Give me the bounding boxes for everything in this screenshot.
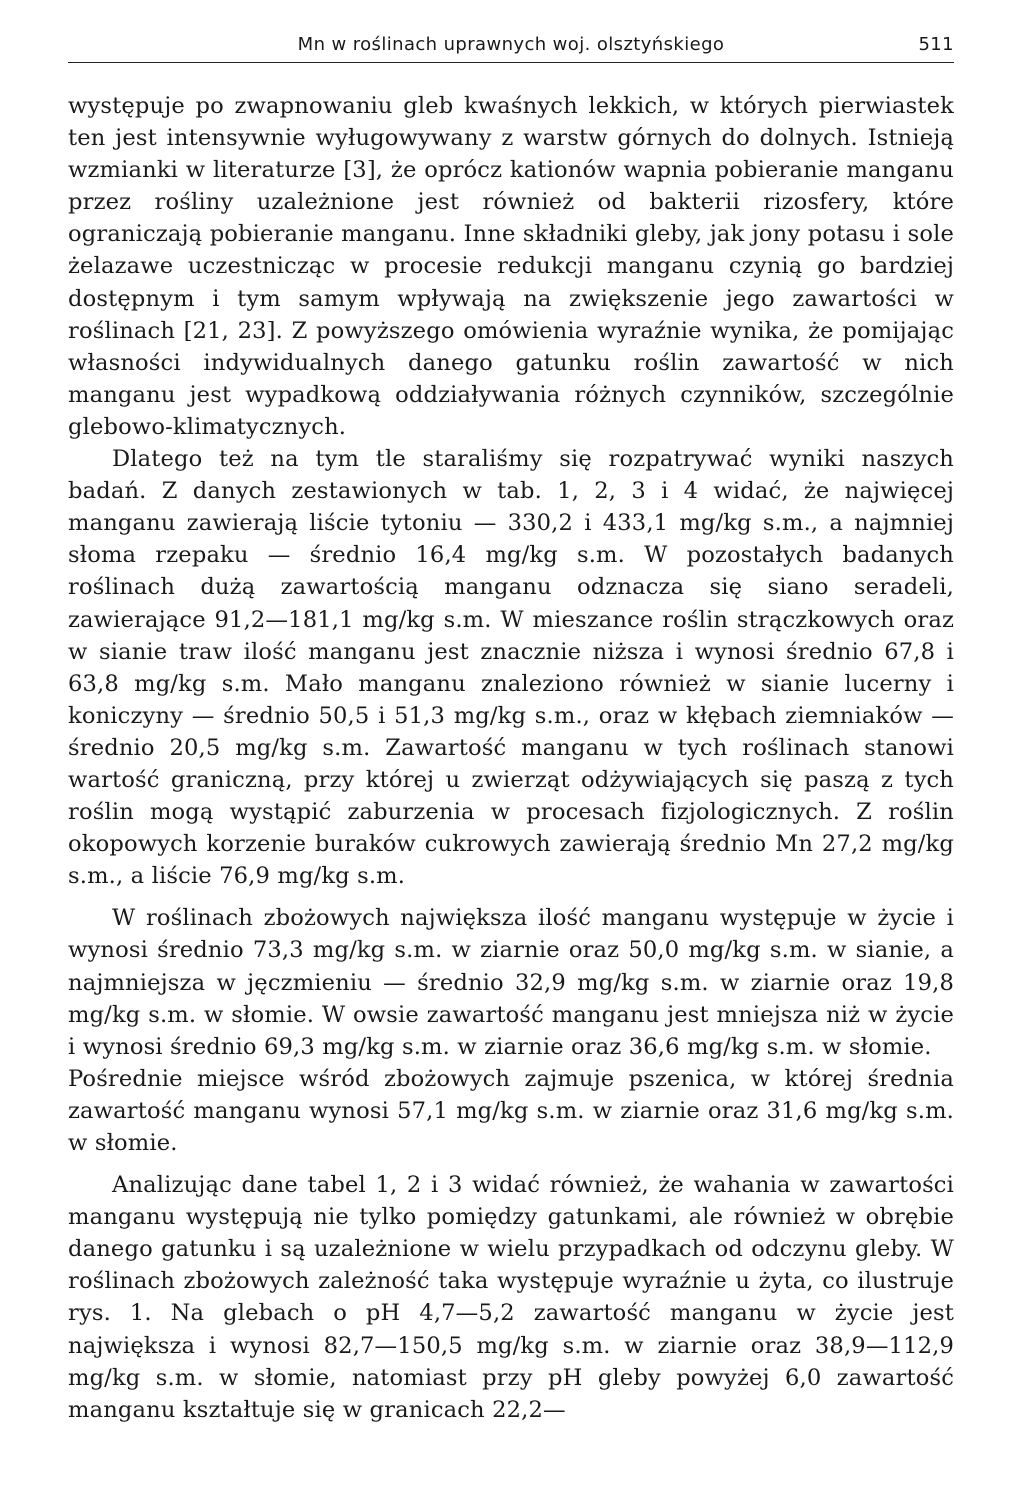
paragraph-soil-reaction: Analizując dane tabel 1, 2 i 3 widać również, że wahania w zawartości manganu występują nie tylko pomiędzy gatunkami, ale również w obrębie danego gatunku i są uzależnione w wielu przypadkach od odczynu gleby. W roślinach zbożowych zależność taka występuje wyraźnie u żyta, co ilustruje rys. 1. Na glebach o pH 4,7—5,2 zawartość manganu w życie jest największa i wynosi 82,7—150,5 mg/kg s.m. w ziarnie oraz 38,9—112,9 mg/kg s.m. w słomie, natomiast przy pH gleby powyżej 6,0 zawartość manganu kształtuje się w granicach 22,2— xyxy=(68,1172,954,1423)
paragraph-wheat: Pośrednie miejsce wśród zbożowych zajmuje pszenica, w której średnia zawartość manganu wynosi 57,1 mg/kg s.m. w ziarnie oraz 31,6 mg/kg s.m. w słomie. xyxy=(68,1065,954,1156)
document-page xyxy=(68,28,954,1426)
running-title: Mn w roślinach uprawnych woj. olsztyńskiego xyxy=(297,34,725,55)
paragraph-results: Dlatego też na tym tle staraliśmy się rozpatrywać wyniki naszych badań. Z danych zestawionych w tab. 1, 2, 3 i 4 widać, że najwięcej manganu zawierają liście tytoniu — 330,2 i 433,1 mg/kg s.m., a najmniej słoma rzepaku — średnio 16,4 mg/kg s.m. W pozostałych badanych roślinach dużą zawartością manganu odznacza się siano seradeli, zawierające 91,2—181,1 mg/kg s.m. W mieszance roślin strączkowych oraz w sianie traw ilość manganu jest znacznie niższa i wynosi średnio 67,8 i 63,8 mg/kg s.m. Mało manganu znaleziono również w sianie lucerny i koniczyny — średnio 50,5 i 51,3 mg/kg s.m., oraz w kłębach ziemniaków — średnio 20,5 mg/kg s.m. Zawartość manganu w tych roślinach stanowi wartość graniczną, przy której u zwierząt odżywiających się paszą z tych roślin mogą wystąpić zaburzenia w procesach fizjologicznych. Z roślin okopowych korzenie buraków cukrowych zawierają średnio Mn 27,2 mg/kg s.m., a liście 76,9 mg/kg s.m. xyxy=(68,446,954,890)
paragraph-continuation: występuje po zwapnowaniu gleb kwaśnych lekkich, w których pierwiastek ten jest intensywnie wyługowywany z warstw górnych do dolnych. Istnieją wzmianki w literaturze [3], że oprócz kationów wapnia pobieranie manganu przez rośliny uzależnione jest również od bakterii rizosfery, które ograniczają pobieranie manganu. Inne składniki gleby, jak jony potasu i sole żelazawe uczestnicząc w procesie redukcji manganu czynią go bardziej dostępnym i tym samym wpływają na zwiększenie jego zawartości w roślinach [21, 23]. Z powyższego omówienia wyraźnie wynika, że pomijając własności indywidualnych danego gatunku roślin zawartość w nich manganu jest wypadkową oddziaływania różnych czynników, szczególnie glebowo-klimatycznych. xyxy=(68,93,954,440)
paragraph-cereals: W roślinach zbożowych największa ilość manganu występuje w życie i wynosi średnio 73,3 mg/kg s.m. w ziarnie oraz 50,0 mg/kg s.m. w sianie, a najmniejsza w jęczmieniu — średnio 32,9 mg/kg s.m. w ziarnie oraz 19,8 mg/kg s.m. w słomie. W owsie zawartość manganu jest mniejsza niż w życie i wynosi średnio 69,3 mg/kg s.m. w ziarnie oraz 36,6 mg/kg s.m. w słomie. xyxy=(68,905,954,1060)
body-text xyxy=(68,90,954,1426)
page-number: 511 xyxy=(918,34,954,55)
page-header xyxy=(68,28,954,63)
